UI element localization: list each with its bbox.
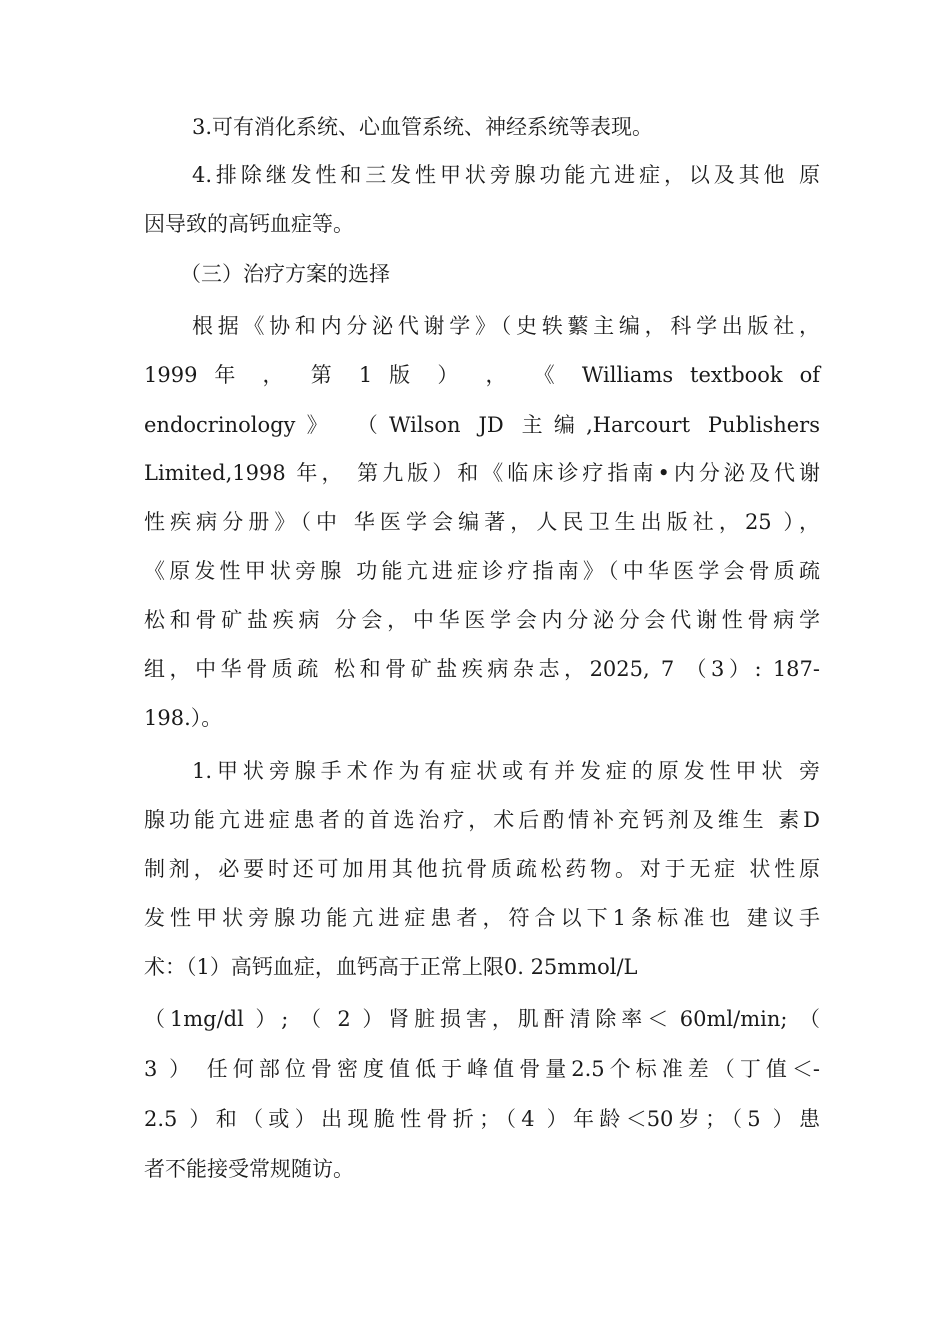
- text-line-20: 3 ） 任何部位骨密度值低于峰值骨量2.5个标准差（丁值＜-: [144, 1057, 820, 1081]
- text-line-16: 制剂，必要时还可加用其他抗骨质疏松药物。对于无症 状性原: [144, 857, 820, 881]
- text-line-22: 者不能接受常规随访。: [144, 1157, 354, 1181]
- text-line-9: 性疾病分册》（中 华医学会编著，人民卫生出版社，25 ），: [144, 510, 820, 534]
- text-line-7: endocrinology》 （Wilson JD 主编,Harcourt Publishers: [144, 413, 820, 437]
- text-line-14: 1.甲状旁腺手术作为有症状或有并发症的原发性甲状 旁: [192, 759, 820, 783]
- section-heading: （三）治疗方案的选择: [180, 262, 390, 286]
- text-line-11: 松和骨矿盐疾病 分会，中华医学会内分泌分会代谢性骨病学: [144, 608, 820, 632]
- text-line-15: 腺功能亢进症患者的首选治疗，术后酌情补充钙剂及维生 素D: [144, 808, 820, 832]
- text-line-8: Limited,1998 年， 第九版）和《临床诊疗指南•内分泌及代谢: [144, 461, 820, 485]
- text-line-19: （1mg/dl ）; （ 2 ）肾脏损害，肌酐清除率＜ 60ml/min; （: [144, 1007, 820, 1031]
- text-line-18: 术：（1）高钙血症，血钙高于正常上限0. 25mmol/L: [144, 955, 638, 979]
- text-line-6: 1999 年 ， 第 1 版 ） ， 《 Williams textbook of: [144, 363, 820, 387]
- text-line-17: 发性甲状旁腺功能亢进症患者，符合以下1条标准也 建议手: [144, 906, 820, 930]
- text-line-5: 根据《协和内分泌代谢学》（史轶蘩主编，科学出版社，: [192, 314, 820, 338]
- text-line-13: 198.）。: [144, 706, 223, 730]
- text-line-1: 3.可有消化系统、心血管系统、神经系统等表现。: [192, 115, 654, 139]
- text-line-3: 因导致的高钙血症等。: [144, 212, 354, 236]
- text-line-21: 2.5 ）和（或）出现脆性骨折；（4 ）年龄＜50岁；（5 ）患: [144, 1107, 820, 1131]
- text-line-12: 组，中华骨质疏 松和骨矿盐疾病杂志，2025, 7 （3）: 187-: [144, 657, 820, 681]
- text-line-2: 4.排除继发性和三发性甲状旁腺功能亢进症，以及其他 原: [192, 163, 820, 187]
- text-line-10: 《原发性甲状旁腺 功能亢进症诊疗指南》（中华医学会骨质疏: [144, 559, 820, 583]
